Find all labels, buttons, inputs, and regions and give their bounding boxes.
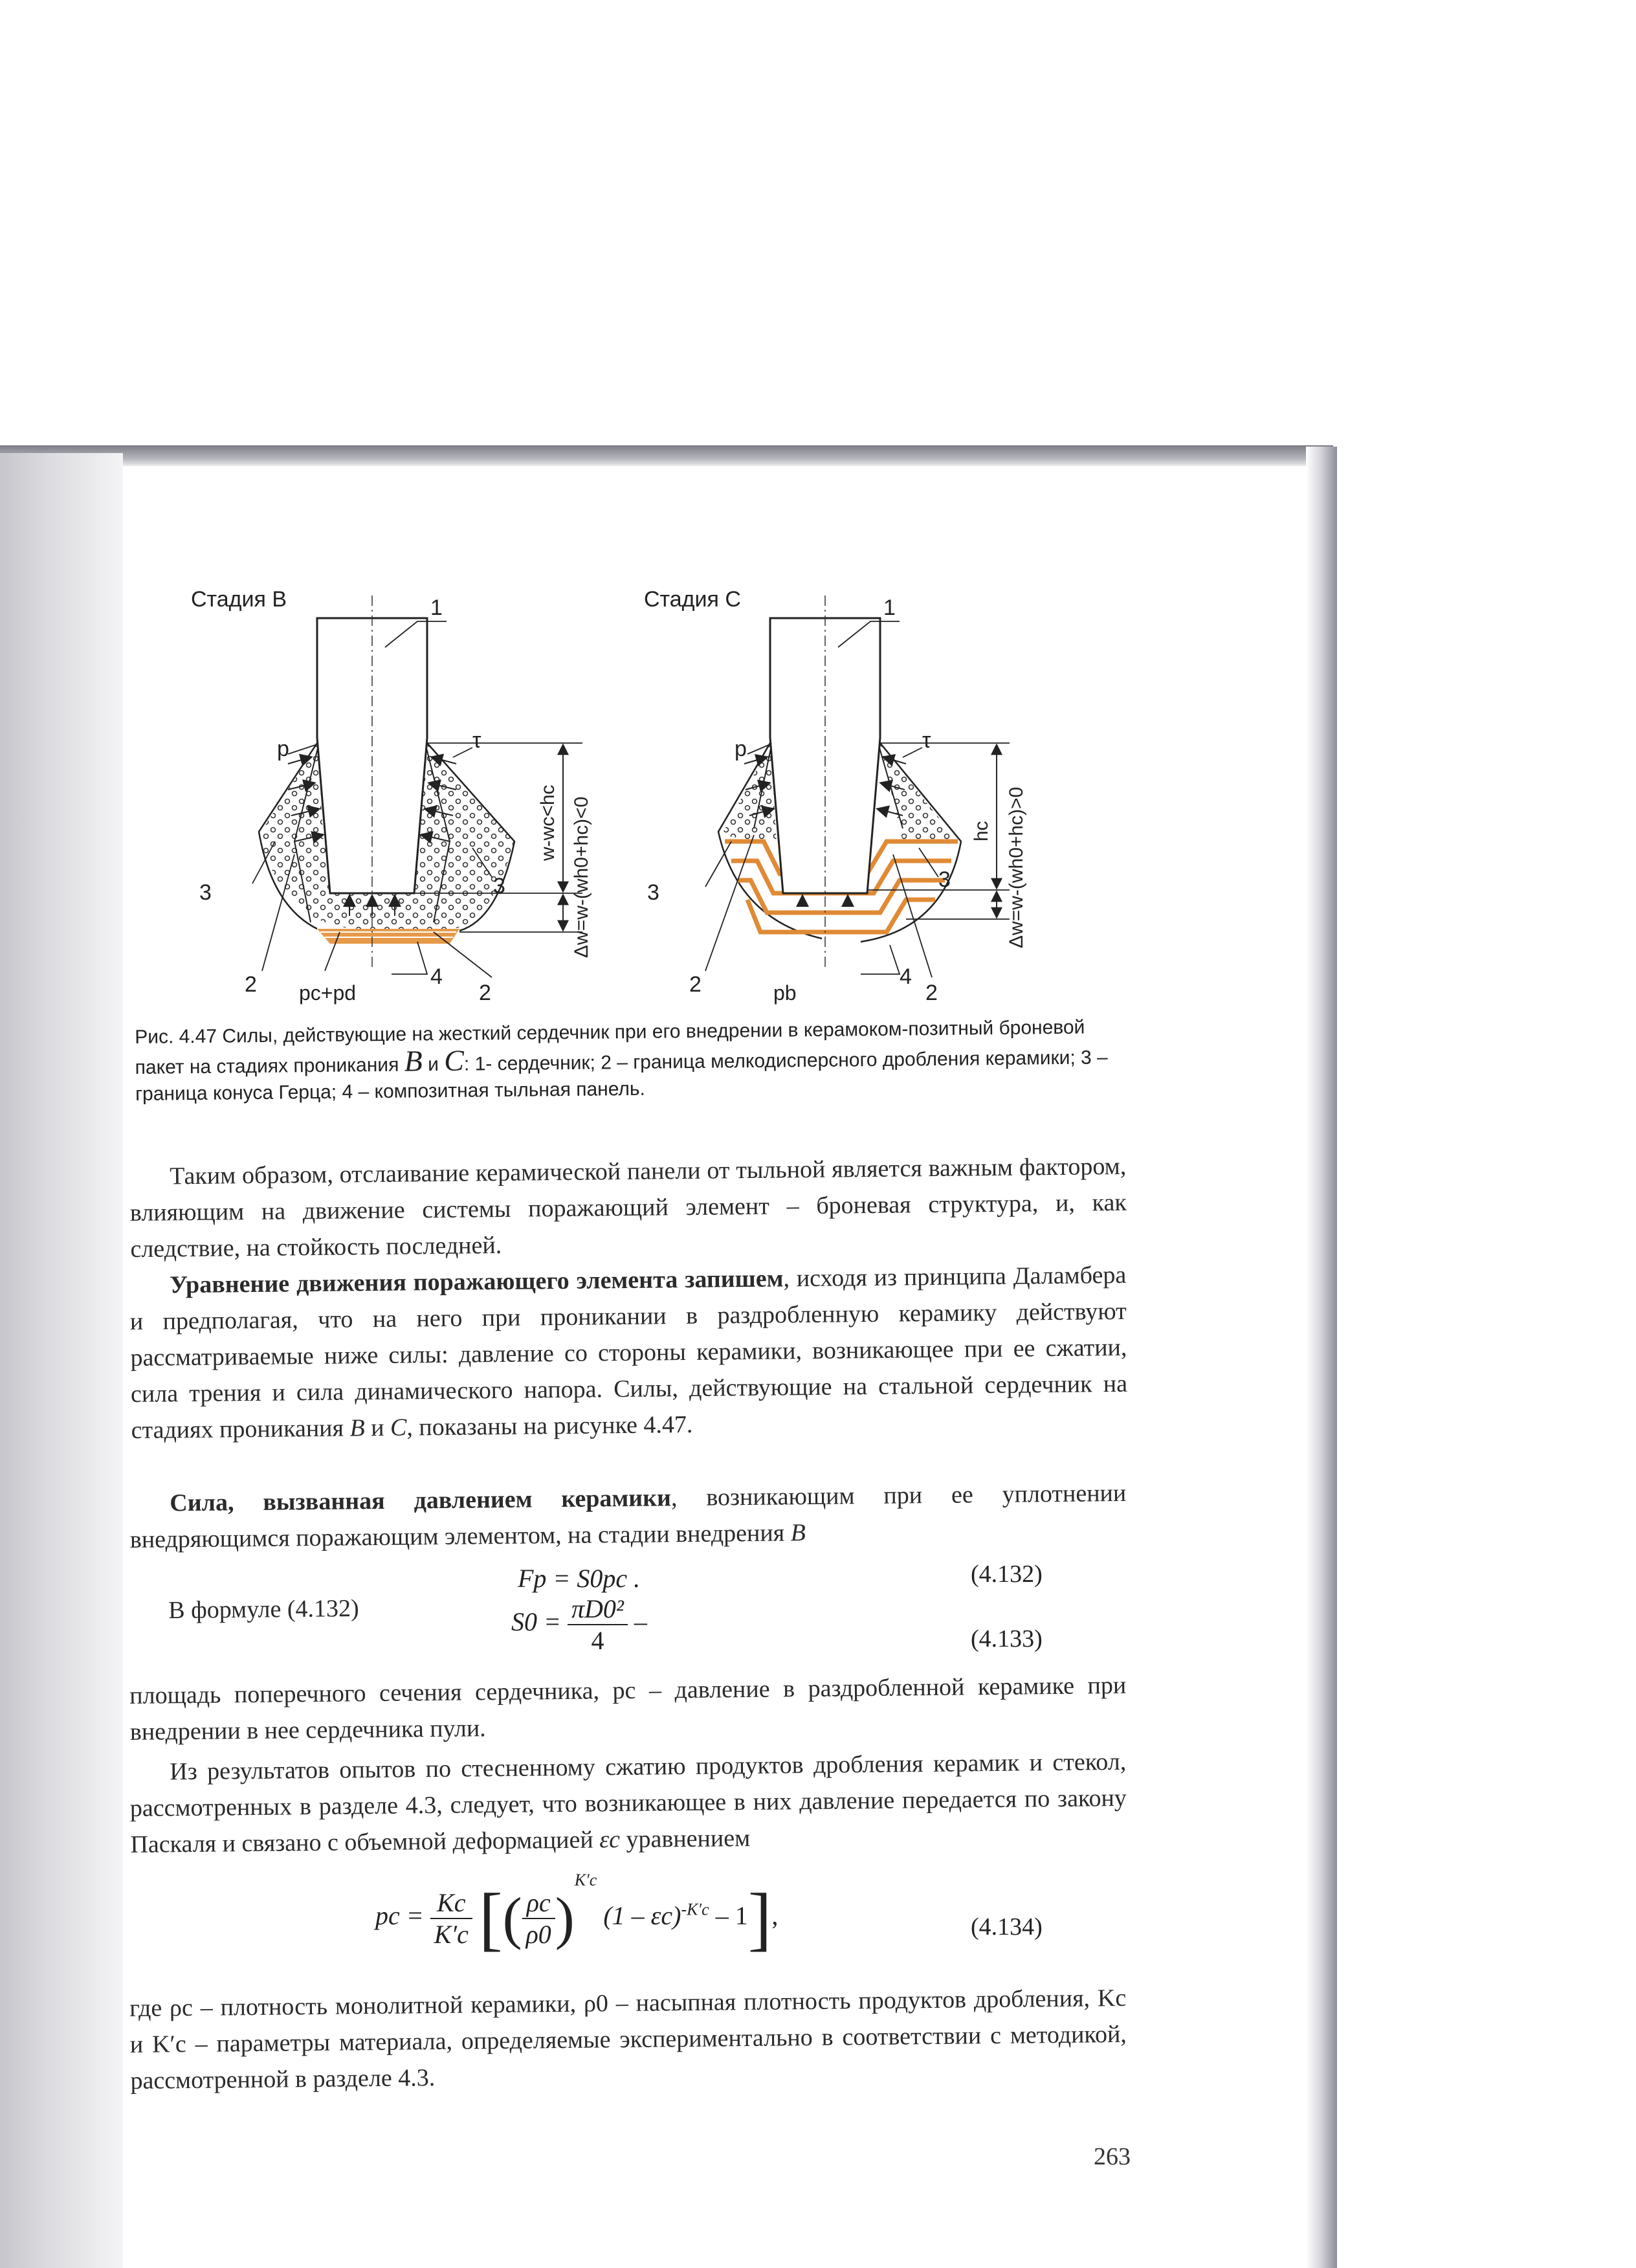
paragraph-6-end: уравнением xyxy=(626,1824,751,1853)
eq134-k-denominator: K′c xyxy=(434,1919,469,1949)
paragraph-7 xyxy=(129,1980,1127,2099)
eq134-exponent-1: K′c xyxy=(574,1871,597,1889)
paragraph-4 xyxy=(168,1589,492,1629)
stage-b-diagram xyxy=(191,587,592,1005)
paragraph-6-text: Из результатов опытов по стесненному сжатию продуктов дробления керамик и стекол, рассмотренных в разделе 4.3, следует, что возникающее в них давление передается по закону Паскаля и связано с объемной деформацией xyxy=(129,1748,1127,1858)
paragraph-2-b: B xyxy=(349,1414,365,1442)
eq133-lhs: S0 = xyxy=(511,1607,561,1637)
stage-b-label-p: p xyxy=(277,737,289,761)
eq134-rho-numerator: ρc xyxy=(522,1887,555,1919)
caption-letter-b: B xyxy=(404,1044,423,1078)
equation-4-132-number: (4.132) xyxy=(971,1561,1043,1588)
paragraph-2-text: , исходя из принципа Даламбера и предполагая, что на него при проникании в раздробленную керамику действуют рассматриваемые ниже силы: давление со стороны керамики, возникающее при ее сжатии, сила трения и сила динамического напора. Силы, действующие на стальной сердечник на стадиях проникания xyxy=(129,1261,1128,1444)
paragraph-2 xyxy=(129,1257,1128,1449)
stage-c-dim-lower: Δw=w-(wh0+hc)>0 xyxy=(1006,786,1027,948)
paragraph-5 xyxy=(129,1667,1127,1750)
paragraph-2-and: и xyxy=(370,1414,384,1442)
caption-letter-c: C xyxy=(443,1043,465,1077)
stage-b-label: Стадия В xyxy=(191,587,287,612)
stage-c-label-4: 4 xyxy=(900,964,912,989)
stage-c-label-2-right: 2 xyxy=(925,981,938,1005)
paragraph-6 xyxy=(129,1744,1127,1863)
eq133-dash: – xyxy=(634,1607,647,1637)
eq134-k-fraction xyxy=(430,1887,472,1950)
equation-4-133 xyxy=(511,1594,647,1656)
paragraph-2-bold: Уравнение движения поражающего элемента запишем xyxy=(170,1265,784,1299)
paragraph-3-bold: Сила, вызванная давлением керамики xyxy=(170,1484,672,1517)
paragraph-2-c: C xyxy=(390,1414,407,1441)
eq134-comma: , xyxy=(771,1901,779,1930)
stage-c-diagram xyxy=(644,587,1027,1005)
eq134-exponent-2: -K′c xyxy=(681,1900,709,1919)
stage-b-dim-upper: w-wc<hc xyxy=(537,784,558,861)
eq134-tail: – 1 xyxy=(715,1901,748,1930)
paragraph-2-end: , показаны на рисунке 4.47. xyxy=(406,1410,693,1441)
paragraph-6-epsilon: εc xyxy=(599,1826,621,1854)
equation-4-134: pc = $\frac{Kc}{K'c}$ [( $\frac{\rho c}{\rho 0}$ )$^{K'c}$ (1 – εc)$^{-K'c}$ – 1], xyxy=(375,1871,779,1958)
eq133-fraction xyxy=(568,1594,628,1656)
eq134-k-numerator: Kc xyxy=(430,1887,472,1919)
figure-4-47 xyxy=(155,570,1139,1016)
eq133-numerator: πD0² xyxy=(568,1594,628,1625)
stage-c-label-pb: pb xyxy=(773,981,797,1005)
equation-4-132: Fp = S0pc . xyxy=(518,1564,641,1593)
stage-b-label-pc-pd: pc+pd xyxy=(299,981,357,1005)
stage-c-label-3-right: 3 xyxy=(938,867,951,892)
paragraph-3-text: , возникающим при ее уплотнении внедряющимся поражающим элементом, на стадии внедрения xyxy=(129,1479,1127,1553)
stage-b-label-4: 4 xyxy=(430,964,443,989)
figure-caption xyxy=(135,1014,1119,1107)
eq134-middle: (1 – εc) xyxy=(603,1901,681,1930)
stage-b-label-tau: τ xyxy=(472,728,481,753)
equation-4-133-number: (4.133) xyxy=(971,1625,1043,1652)
paragraph-5-text: площадь поперечного сечения сердечника, pc – давление в раздробленной керамике при внедрении в нее сердечника пули. xyxy=(129,1671,1127,1746)
stage-c-label-p: p xyxy=(735,737,747,761)
stage-b-dim-lower: Δw=w-(wh0+hc)<0 xyxy=(571,796,592,958)
stage-b-label-2-left: 2 xyxy=(245,972,257,997)
page-edge-shadow xyxy=(1306,447,1337,2268)
eq133-denominator: 4 xyxy=(591,1626,604,1655)
stage-b-label-2-right: 2 xyxy=(479,981,491,1005)
book-spine-shadow xyxy=(0,453,123,2268)
caption-conj: и xyxy=(427,1054,439,1076)
eq134-rho-fraction xyxy=(522,1887,555,1950)
paragraph-1 xyxy=(129,1148,1127,1267)
paragraph-4-text: В формуле (4.132) xyxy=(168,1594,359,1624)
paragraph-3-b: B xyxy=(790,1519,806,1547)
paragraph-3 xyxy=(129,1475,1127,1558)
paragraph-1-text: Таким образом, отслаивание керамической панели от тыльной является важным фактором, влияющим на движение системы поражающий элемент – броневая структура, и, как следствие, на стойкость последней. xyxy=(129,1152,1127,1263)
stage-c-label-1: 1 xyxy=(883,595,896,620)
caption-part1: Рис. 4.47 Силы, действующие на жесткий сердечник при его внедрении в керамоком-позитный броневой пакет на стадиях проникания xyxy=(135,1016,1085,1078)
stage-c-label-3-left: 3 xyxy=(647,880,659,905)
eq134-rho-denominator: ρ0 xyxy=(525,1919,551,1949)
penetration-diagram xyxy=(155,570,1139,1016)
stage-c-label: Стадия С xyxy=(644,587,741,612)
equation-4-134-number: (4.134) xyxy=(971,1913,1043,1940)
stage-c-label-2-left: 2 xyxy=(689,972,702,997)
eq134-lhs: pc = xyxy=(375,1901,424,1930)
stage-c-label-tau: τ xyxy=(922,728,931,753)
page-top-shadow xyxy=(0,445,1333,469)
stage-b-label-1: 1 xyxy=(430,595,443,620)
stage-b-label-3-left: 3 xyxy=(199,880,212,905)
stage-c-label-hc: hc xyxy=(971,821,992,841)
stage-b-label-3-right: 3 xyxy=(493,874,505,898)
page-number: 263 xyxy=(1094,2143,1131,2170)
caption-part2: : 1- сердечник; 2 – граница мелкодисперсного дробления керамики; 3 – граница конуса Герца; 4 – композитная тыльная панель. xyxy=(135,1047,1108,1105)
paragraph-7-text: где ρc – плотность монолитной керамики, ρ0 – насыпная плотность продуктов дробления, Kc и K′c – параметры материала, определяемые экспериментально в соответствии с методикой, рассмотренной в разделе 4.3. xyxy=(129,1984,1127,2095)
